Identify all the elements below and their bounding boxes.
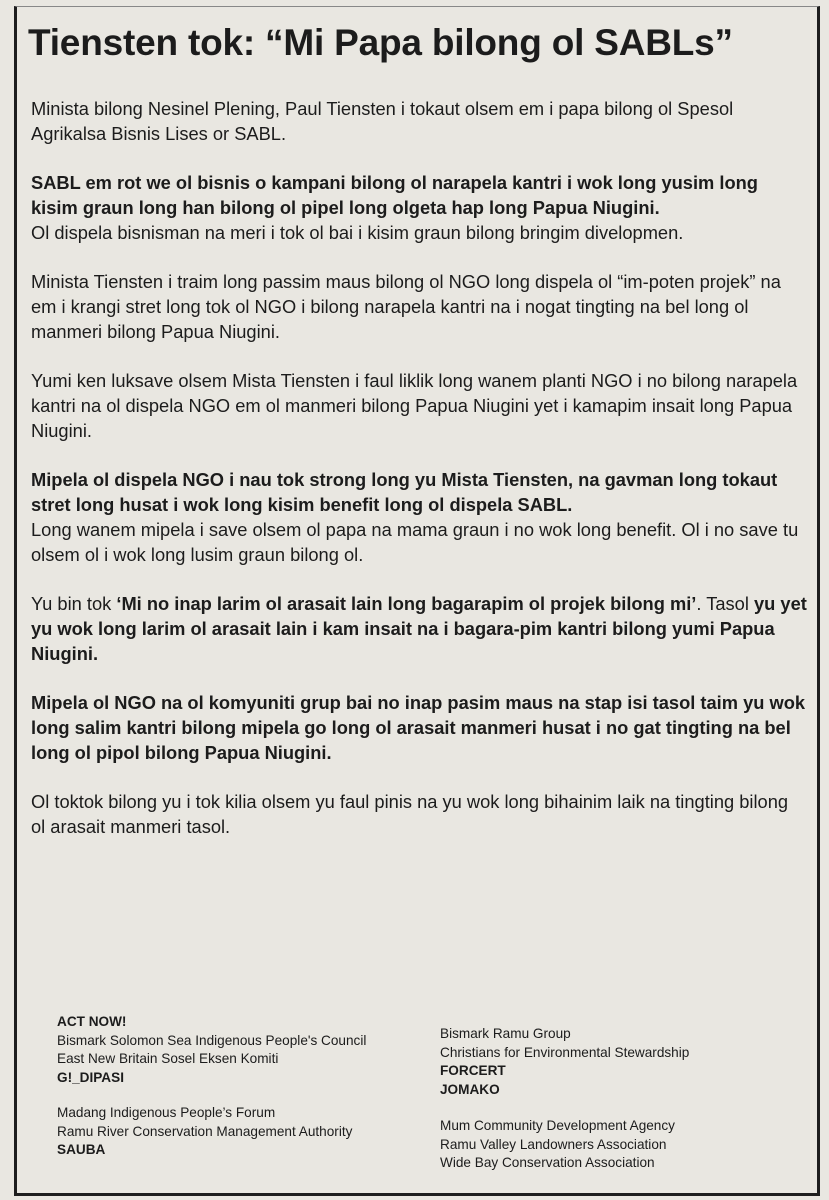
body-text: . Tasol — [696, 593, 754, 614]
body-text: Long wanem mipela i save olsem ol papa na mama graun i no wok long benefit. Ol i no save tu olsem ol i wok long lusim graun bilong ol. — [31, 519, 799, 565]
body-text: Ol dispela bisnisman na meri i tok ol bai i kisim graun bilong bringim divelopmen. — [31, 222, 684, 243]
signatories-column-1 — [57, 1013, 366, 1087]
paragraph — [31, 269, 807, 344]
body-text: Yu bin tok — [31, 593, 117, 614]
organisation-name: Ramu Valley Landowners Association — [440, 1136, 667, 1152]
organisation-name: FORCERT — [440, 1063, 506, 1078]
article-title: Tiensten tok: “Mi Papa bilong ol SABLs” — [28, 22, 733, 63]
paragraph — [31, 96, 807, 146]
paragraph — [31, 368, 807, 443]
body-text: Yumi ken luksave olsem Mista Tiensten i faul liklik long wanem planti NGO i no bilong narapela kantri na ol dispela NGO em ol manmeri bilong Papua Niugini yet i kamapim insait long Papua Niugini. — [31, 370, 798, 441]
bold-text: SABL em rot we ol bisnis o kampani bilong ol narapela kantri i wok long yusim long kisim graun long han bilong ol pipel long olgeta hap long Papua Niugini. — [31, 172, 758, 218]
body-text: Minista bilong Nesinel Plening, Paul Tiensten i tokaut olsem em i papa bilong ol Spesol Agrikalsa Bisnis Lises or SABL. — [31, 98, 734, 144]
organisation-name: Christians for Environmental Stewardship — [440, 1044, 690, 1060]
paragraph — [31, 789, 807, 839]
body-text: Ol toktok bilong yu i tok kilia olsem yu faul pinis na yu wok long bihainim laik na tingting bilong ol arasait manmeri tasol. — [31, 791, 789, 837]
organisation-name: Ramu River Conservation Management Authority — [57, 1123, 353, 1139]
organisation-name: Madang Indigenous People’s Forum — [57, 1105, 276, 1120]
bold-text: yu yet yu wok long larim ol arasait lain i kam insait na i bagara-pim kantri bilong yumi Papua Niugini. — [31, 593, 807, 664]
organisation-name: Bismark Ramu Group — [440, 1026, 571, 1041]
bold-text: Mipela ol NGO na ol komyuniti grup bai no inap pasim maus na stap isi tasol taim yu wok long salim kantri bilong mipela go long ol arasait manmeri husat i no gat tingting na bel long ol pipol bilong Papua Niugini. — [31, 692, 806, 763]
body-text: Minista Tiensten i traim long passim maus bilong ol NGO long dispela ol “im-poten projek” na em i krangi stret long tok ol NGO i bilong narapela kantri na i nogat tingting na bel long ol manmeri bilong Papua Niugini. — [31, 271, 781, 342]
bold-text: ‘Mi no inap larim ol arasait lain long bagarapim ol projek bilong mi’ — [116, 593, 697, 614]
paragraph — [31, 170, 807, 245]
paragraph — [31, 591, 807, 666]
organisation-name: Bismark Solomon Sea Indigenous People's Council — [57, 1032, 367, 1048]
organisation-name: SAUBA — [57, 1142, 106, 1157]
organisation-name: Wide Bay Conservation Association — [440, 1155, 655, 1170]
signatories-column-3 — [440, 1025, 689, 1099]
organisation-name: JOMAKO — [440, 1081, 500, 1097]
paragraph — [31, 467, 807, 567]
bold-text: Mipela ol dispela NGO i nau tok strong long yu Mista Tiensten, na gavman long tokaut stret long husat i wok long kisim benefit long ol dispela SABL. — [31, 469, 778, 515]
organisation-name: Mum Community Development Agency — [440, 1118, 675, 1133]
signatories-column-4 — [440, 1117, 675, 1173]
organisation-name: East New Britain Sosel Eksen Komiti — [57, 1051, 279, 1066]
article-body — [31, 96, 807, 863]
signatories-column-2 — [57, 1104, 352, 1160]
organisation-name: ACT NOW! — [57, 1014, 127, 1029]
paragraph — [31, 690, 807, 765]
organisation-name: G!_DIPASI — [57, 1069, 124, 1085]
